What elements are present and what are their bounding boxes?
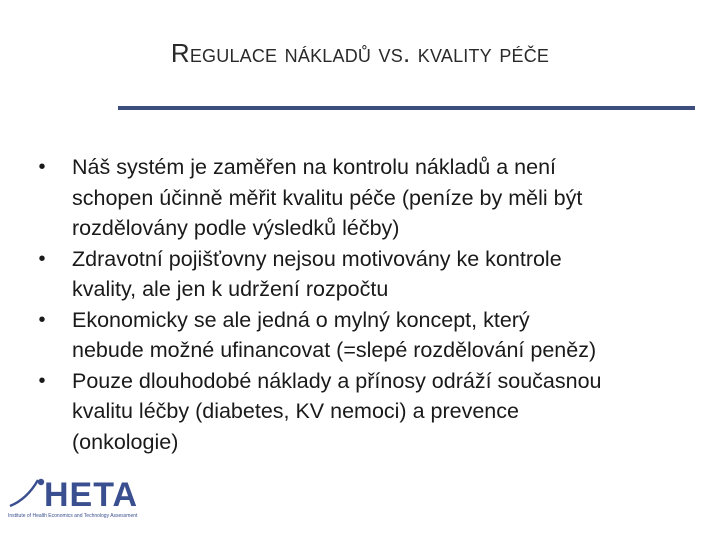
slide-title: Regulace nákladů vs. kvality péče <box>170 38 550 68</box>
bullet-item <box>30 366 690 458</box>
bullet-marker: • <box>38 308 46 331</box>
bullet-item <box>30 244 690 305</box>
bullet-line: Pouze dlouhodobé náklady a přínosy odráží současnou <box>72 368 602 393</box>
bullet-line: (onkologie) <box>72 429 179 454</box>
bullet-line: Náš systém je zaměřen na kontrolu nákladů a není <box>72 155 557 179</box>
bullet-line: kvality, ale jen k udržení rozpočtu <box>72 277 389 301</box>
logo-wordmark: HETA <box>44 476 139 514</box>
bullet-marker: • <box>38 247 46 270</box>
bullet-line: kvalitu léčby (diabetes, KV nemoci) a prevence <box>72 399 519 423</box>
bullet-line: nebude možné ufinancovat (=slepé rozdělování peněz) <box>72 338 597 362</box>
heta-logo <box>8 476 168 526</box>
logo-subtitle: Institute of Health Economics and Technology Assessment <box>8 513 138 519</box>
bullet-line: rozdělovány podle výsledků léčby) <box>72 216 400 240</box>
bullet-item <box>30 305 690 366</box>
bullet-list <box>30 152 690 457</box>
bullet-marker: • <box>38 156 46 178</box>
bullet-line: schopen účinně měřit kvalitu péče (peníze by měli být <box>72 185 583 210</box>
heta-swoosh-icon <box>8 476 48 510</box>
bullet-item <box>30 152 690 244</box>
bullet-line: Zdravotní pojišťovny nejsou motivovány ke kontrole <box>72 246 562 271</box>
bullet-marker: • <box>38 369 46 392</box>
title-divider <box>118 106 695 110</box>
bullet-line: Ekonomicky se ale jedná o mylný koncept, který <box>72 307 530 332</box>
